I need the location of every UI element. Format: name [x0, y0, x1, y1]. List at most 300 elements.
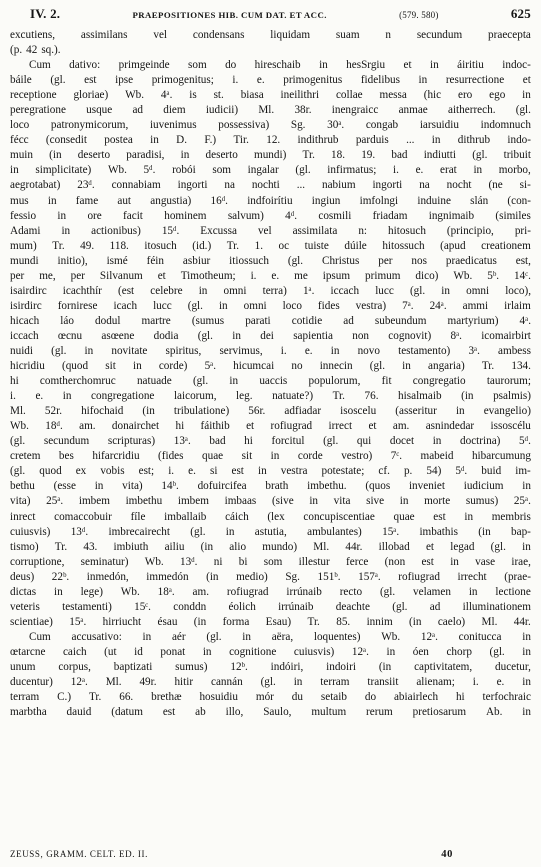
word: 5ᵇ. [487, 269, 500, 282]
word: unum [10, 660, 36, 673]
word: dúile [344, 239, 367, 252]
text-line [10, 314, 531, 329]
word: vestra [280, 465, 308, 478]
word: 25ᵃ. [46, 495, 64, 508]
word: sit [105, 360, 116, 373]
word: angaria) [428, 360, 465, 373]
word: in [10, 164, 19, 177]
word: hisalmaib [398, 390, 442, 403]
word: deachte [335, 600, 370, 613]
word: áiritiu [457, 59, 484, 72]
word: nos [411, 254, 427, 267]
word: simplicitate) [35, 164, 92, 177]
word: fidelibus [360, 74, 400, 87]
word: hitir [174, 676, 194, 689]
word: am. [79, 420, 96, 433]
word: abiairlech [393, 691, 439, 704]
text-line [10, 254, 531, 269]
word: inmedón, [86, 570, 129, 583]
word: est [421, 555, 434, 568]
word: loquentes) [313, 630, 361, 643]
word: tribulatione) [173, 405, 230, 418]
word: ipse [115, 74, 134, 87]
word: e. [271, 269, 280, 282]
word: isairdirc [10, 284, 47, 297]
word: (quos [365, 480, 391, 493]
word: hifochaid [81, 405, 124, 418]
word: liquidam [270, 29, 311, 41]
word: cuiusvis) [293, 645, 335, 658]
word: id [134, 645, 143, 658]
word: vita) [122, 480, 143, 493]
word: e. [35, 390, 44, 403]
word: bad [391, 149, 408, 162]
word: do [225, 59, 237, 72]
text-line [10, 299, 531, 314]
word: velamen [413, 585, 451, 598]
text-line [10, 404, 531, 419]
word: fame [75, 194, 99, 207]
word: possessiva) [218, 119, 270, 132]
word: (gl. [10, 465, 26, 478]
text-line [10, 269, 531, 284]
word: vel [257, 224, 272, 237]
word: spiritus, [165, 344, 202, 357]
word: aér [171, 630, 186, 643]
word: na [419, 179, 430, 192]
word: corde [297, 450, 323, 463]
word: natuate?) [272, 390, 314, 403]
word: i. [232, 74, 239, 87]
word: is [189, 89, 197, 102]
word: fíle [130, 510, 146, 523]
word: rofiugrad [398, 570, 440, 583]
word: hesSrgiu [346, 59, 386, 72]
word: membris [491, 510, 531, 523]
word: praedicatus [445, 254, 497, 267]
word: 157ᵃ. [358, 570, 381, 583]
text-line [10, 163, 531, 178]
text-line [10, 675, 531, 690]
word: transiit [367, 676, 399, 689]
word: illo, [225, 706, 244, 719]
word: D. [176, 134, 188, 147]
word: cannán [210, 676, 243, 689]
word: ducentur) [10, 676, 53, 689]
word: me [294, 269, 308, 282]
word: ailiu [164, 540, 185, 553]
word: 44r. [513, 615, 531, 628]
word: 15ᵃ. [382, 525, 400, 538]
word: bethu [10, 480, 35, 493]
word: in [257, 465, 267, 478]
word: (in [193, 615, 207, 628]
word: 18ᵃ. [157, 585, 175, 598]
word: fessio [10, 209, 37, 222]
word: nuidi [10, 344, 33, 357]
word: in [61, 224, 71, 237]
word: donairchet [111, 420, 160, 433]
word: hifarcridiu [92, 450, 140, 463]
word: imbrecairecht [108, 525, 170, 538]
text-line [10, 540, 531, 555]
word: (in [142, 405, 155, 418]
word: itosuch [144, 239, 177, 252]
word: buid [481, 465, 502, 478]
word: aitherrech. [447, 104, 496, 117]
text-line [10, 133, 531, 148]
word: ambess [498, 344, 531, 357]
word: n: [358, 224, 368, 237]
word: (ne [488, 179, 503, 192]
word: muin [10, 149, 33, 162]
word: inveniet [408, 480, 445, 493]
text-line [10, 705, 531, 720]
word: parduis [355, 134, 389, 147]
word: irlaim [504, 299, 531, 312]
text-line [10, 239, 531, 254]
word: (id.) [192, 239, 212, 252]
word: 15ᶜ. [134, 600, 151, 613]
word: œcnu [57, 329, 83, 342]
word: (consedit [45, 134, 87, 147]
word: e. [496, 676, 505, 689]
word: in [455, 405, 465, 418]
word: dofuircifea [197, 480, 247, 493]
word: in [202, 645, 212, 658]
word: Ml. [481, 615, 498, 628]
text-line [10, 434, 531, 449]
word: 18. [331, 149, 346, 162]
word: itiossuch [229, 254, 269, 267]
word: iudicii) [205, 104, 239, 117]
word: tismo) [10, 540, 39, 553]
word: (in [478, 525, 491, 538]
word: imfolngi [359, 194, 399, 207]
word: si- [519, 179, 531, 192]
word: in [150, 134, 159, 147]
word: quod [39, 465, 62, 478]
word: slán [470, 194, 489, 207]
word: in [198, 284, 208, 297]
word: natuade [136, 375, 172, 388]
word: (gl. [409, 284, 426, 297]
word: in [464, 510, 474, 523]
word: e. [415, 164, 424, 177]
word: et [425, 540, 435, 553]
word: setaib [320, 691, 347, 704]
word: icomairbirt [481, 329, 531, 342]
word: irrúnaib [278, 600, 314, 613]
word: 30ᵃ. [327, 119, 345, 132]
word: 3ᵃ. [468, 344, 480, 357]
word: (gl. [51, 344, 67, 357]
word: 13ᵈ. [180, 555, 198, 568]
text-line [10, 194, 531, 209]
word: fécc [10, 134, 29, 147]
word: scientiae) [10, 615, 53, 628]
word: morte [424, 495, 451, 508]
word: Tr. [52, 239, 65, 252]
text-line [10, 329, 531, 344]
word: iudicium [463, 480, 504, 493]
word: et [246, 420, 255, 433]
word: actionibus) [91, 224, 141, 237]
word: 66. [119, 691, 134, 704]
word: vobis [100, 465, 125, 478]
word: gloriae) [73, 89, 109, 102]
word: irrect [328, 420, 353, 433]
word: ipsum [322, 269, 351, 282]
word: 13ᵈ. [70, 525, 89, 538]
word: 5ᵈ. [519, 435, 531, 448]
word: (gl. [323, 435, 339, 448]
word: in [522, 89, 531, 102]
word: imbaas [224, 495, 257, 508]
word: 24ᵃ. [429, 299, 447, 312]
word: hibarcumung [471, 450, 531, 463]
word: 118. [109, 239, 129, 252]
word: in [270, 450, 280, 463]
word: 12. [266, 134, 281, 147]
word: issoscélu [490, 420, 531, 433]
word: (gl. [490, 540, 506, 553]
word: per [10, 269, 25, 282]
word: secundum [416, 29, 463, 41]
text-line [10, 585, 531, 600]
word: est [231, 465, 244, 478]
word: hitossuch [382, 239, 425, 252]
word: (asseritur [395, 405, 437, 418]
word: Tr. [88, 691, 102, 704]
word: 85. [336, 615, 351, 628]
word: dodul [95, 314, 121, 327]
word: aëra, [271, 630, 294, 643]
word: in [47, 194, 57, 207]
word: Tr. [307, 615, 320, 628]
word: inengraicc [331, 104, 379, 117]
word: loco [282, 299, 302, 312]
word: sive [366, 495, 385, 508]
word: vel [153, 29, 168, 41]
word: in [522, 706, 531, 719]
word: cognitione [229, 645, 277, 658]
word: sq.). [41, 44, 61, 57]
word: in [522, 645, 531, 658]
word: cotidie [291, 314, 323, 327]
word: st. [213, 89, 224, 102]
word: bi [238, 555, 248, 568]
word: F.) [204, 134, 217, 147]
word: in [522, 540, 531, 553]
word: accusativo: [71, 630, 122, 643]
word: sit [241, 450, 253, 463]
word: loco), [505, 284, 531, 297]
word: 38r. [294, 104, 312, 117]
word: mór [255, 691, 274, 704]
word: quae [202, 450, 224, 463]
word: i. [168, 465, 175, 478]
word: angustia) [150, 194, 192, 207]
word: in [53, 585, 63, 598]
word: Tr. [54, 540, 68, 553]
word: in [180, 149, 190, 162]
word: Esau) [265, 615, 292, 628]
word: 15ᵃ. [69, 615, 87, 628]
word: et [403, 59, 412, 72]
word: chorp [446, 645, 472, 658]
text-line [10, 419, 531, 434]
word: lectione [495, 585, 531, 598]
word: no [291, 360, 303, 373]
word: Wb. [381, 630, 401, 643]
word: morbo, [498, 164, 531, 177]
word: recto [339, 585, 363, 598]
word: fornirese [57, 299, 98, 312]
word: ingiun [311, 194, 341, 207]
page-number: 625 [510, 6, 531, 21]
word: 16ᵈ. [210, 194, 228, 207]
text-line [10, 178, 531, 193]
word: (gl. [379, 585, 396, 598]
text-line [10, 660, 531, 675]
word: (hic [423, 89, 442, 102]
word: mundo) [262, 540, 298, 553]
page-reference: (579. 580) [399, 10, 439, 20]
word: 49r. [139, 676, 157, 689]
word: Cum [29, 59, 51, 72]
word: ... [406, 134, 415, 147]
word: in [84, 344, 94, 357]
word: cretem [10, 450, 41, 463]
word: (gl. [287, 254, 304, 267]
word: sumus) [465, 495, 499, 508]
word: du [291, 691, 303, 704]
word: 76. [364, 390, 379, 403]
word: i. [250, 269, 257, 282]
word: indoc- [502, 59, 531, 72]
word: facit [123, 209, 143, 222]
word: am. [392, 420, 410, 433]
word: deserto [205, 149, 238, 162]
word: anmae [398, 104, 428, 117]
word: caich [62, 645, 87, 658]
word: medio) [236, 570, 268, 583]
word: alio [229, 540, 247, 553]
text-line [10, 43, 531, 58]
header-title: PRAEPOSITIONES HIB. CUM DAT. ET ACC. [132, 10, 327, 20]
word: multum [311, 706, 347, 719]
word: ferce [346, 555, 369, 568]
word: 54) [426, 465, 442, 478]
word: na [224, 179, 235, 192]
word: Wb. [107, 164, 127, 177]
word: 5ᵈ. [455, 465, 468, 478]
word: in [450, 555, 459, 568]
word: (in [409, 615, 422, 628]
word: testamenti) [62, 600, 112, 613]
word: per [378, 254, 393, 267]
word: indomnuch [480, 119, 531, 132]
word: caelo) [437, 615, 466, 628]
word: 52r. [44, 405, 63, 418]
word: patronymicorum, [50, 119, 129, 132]
word: in [522, 630, 531, 643]
word: nabium [321, 179, 356, 192]
word: celebre [150, 284, 183, 297]
word: 7ᶜ. [390, 450, 403, 463]
word: cf. [378, 465, 390, 478]
word: in [132, 360, 142, 373]
word: robói [172, 164, 196, 177]
word: Ml. [258, 104, 275, 117]
word: messa [379, 89, 407, 102]
word: quae [393, 510, 415, 523]
word: astutia, [254, 525, 287, 538]
word: congab [365, 119, 399, 132]
word: primgeinde [118, 59, 170, 72]
word: i. [10, 390, 16, 403]
word: i. [280, 344, 287, 357]
word: (con- [507, 194, 531, 207]
word: hicridiu [10, 360, 45, 373]
word: do [364, 691, 377, 704]
word: (apud [440, 239, 466, 252]
word: (similes [495, 209, 531, 222]
word: vestra) [355, 299, 387, 312]
word: nocht [446, 179, 472, 192]
text-line [10, 600, 531, 615]
word: pretiosarum [412, 706, 467, 719]
word: (gl. [10, 435, 26, 448]
word: som [263, 555, 283, 568]
word: (gl. [489, 645, 505, 658]
running-head: IV. 2. [30, 6, 61, 21]
word: vestro) [341, 450, 373, 463]
word: veteris [10, 600, 40, 613]
word: mundi) [254, 149, 287, 162]
word: som [188, 59, 207, 72]
word: 5ᵈ. [143, 164, 156, 177]
word: seminatur) [80, 555, 129, 568]
word: fit [381, 375, 392, 388]
word: in [142, 630, 152, 643]
word: collae [335, 89, 363, 102]
word: assimilata [292, 224, 338, 237]
word: ex [75, 465, 87, 478]
word: (gl. [295, 164, 311, 177]
word: hi [455, 691, 465, 704]
word: imballaib [164, 510, 207, 523]
text-line [10, 555, 531, 570]
word: taurorum; [486, 375, 531, 388]
word: œtarcne [10, 645, 46, 658]
word: Wb. [144, 555, 164, 568]
word: est [162, 706, 176, 719]
word: ingorti [372, 179, 403, 192]
word: indiutti [423, 149, 457, 162]
word: Timotheum; [180, 269, 236, 282]
word: ponat [160, 645, 186, 658]
word: illestur [298, 555, 330, 568]
word: uaccis [259, 375, 288, 388]
word: ero [457, 89, 473, 102]
word: corde) [158, 360, 188, 373]
word: cosmili [318, 209, 352, 222]
word: cáich [225, 510, 249, 523]
word: ni [213, 555, 223, 568]
word: (gl. [260, 676, 276, 689]
